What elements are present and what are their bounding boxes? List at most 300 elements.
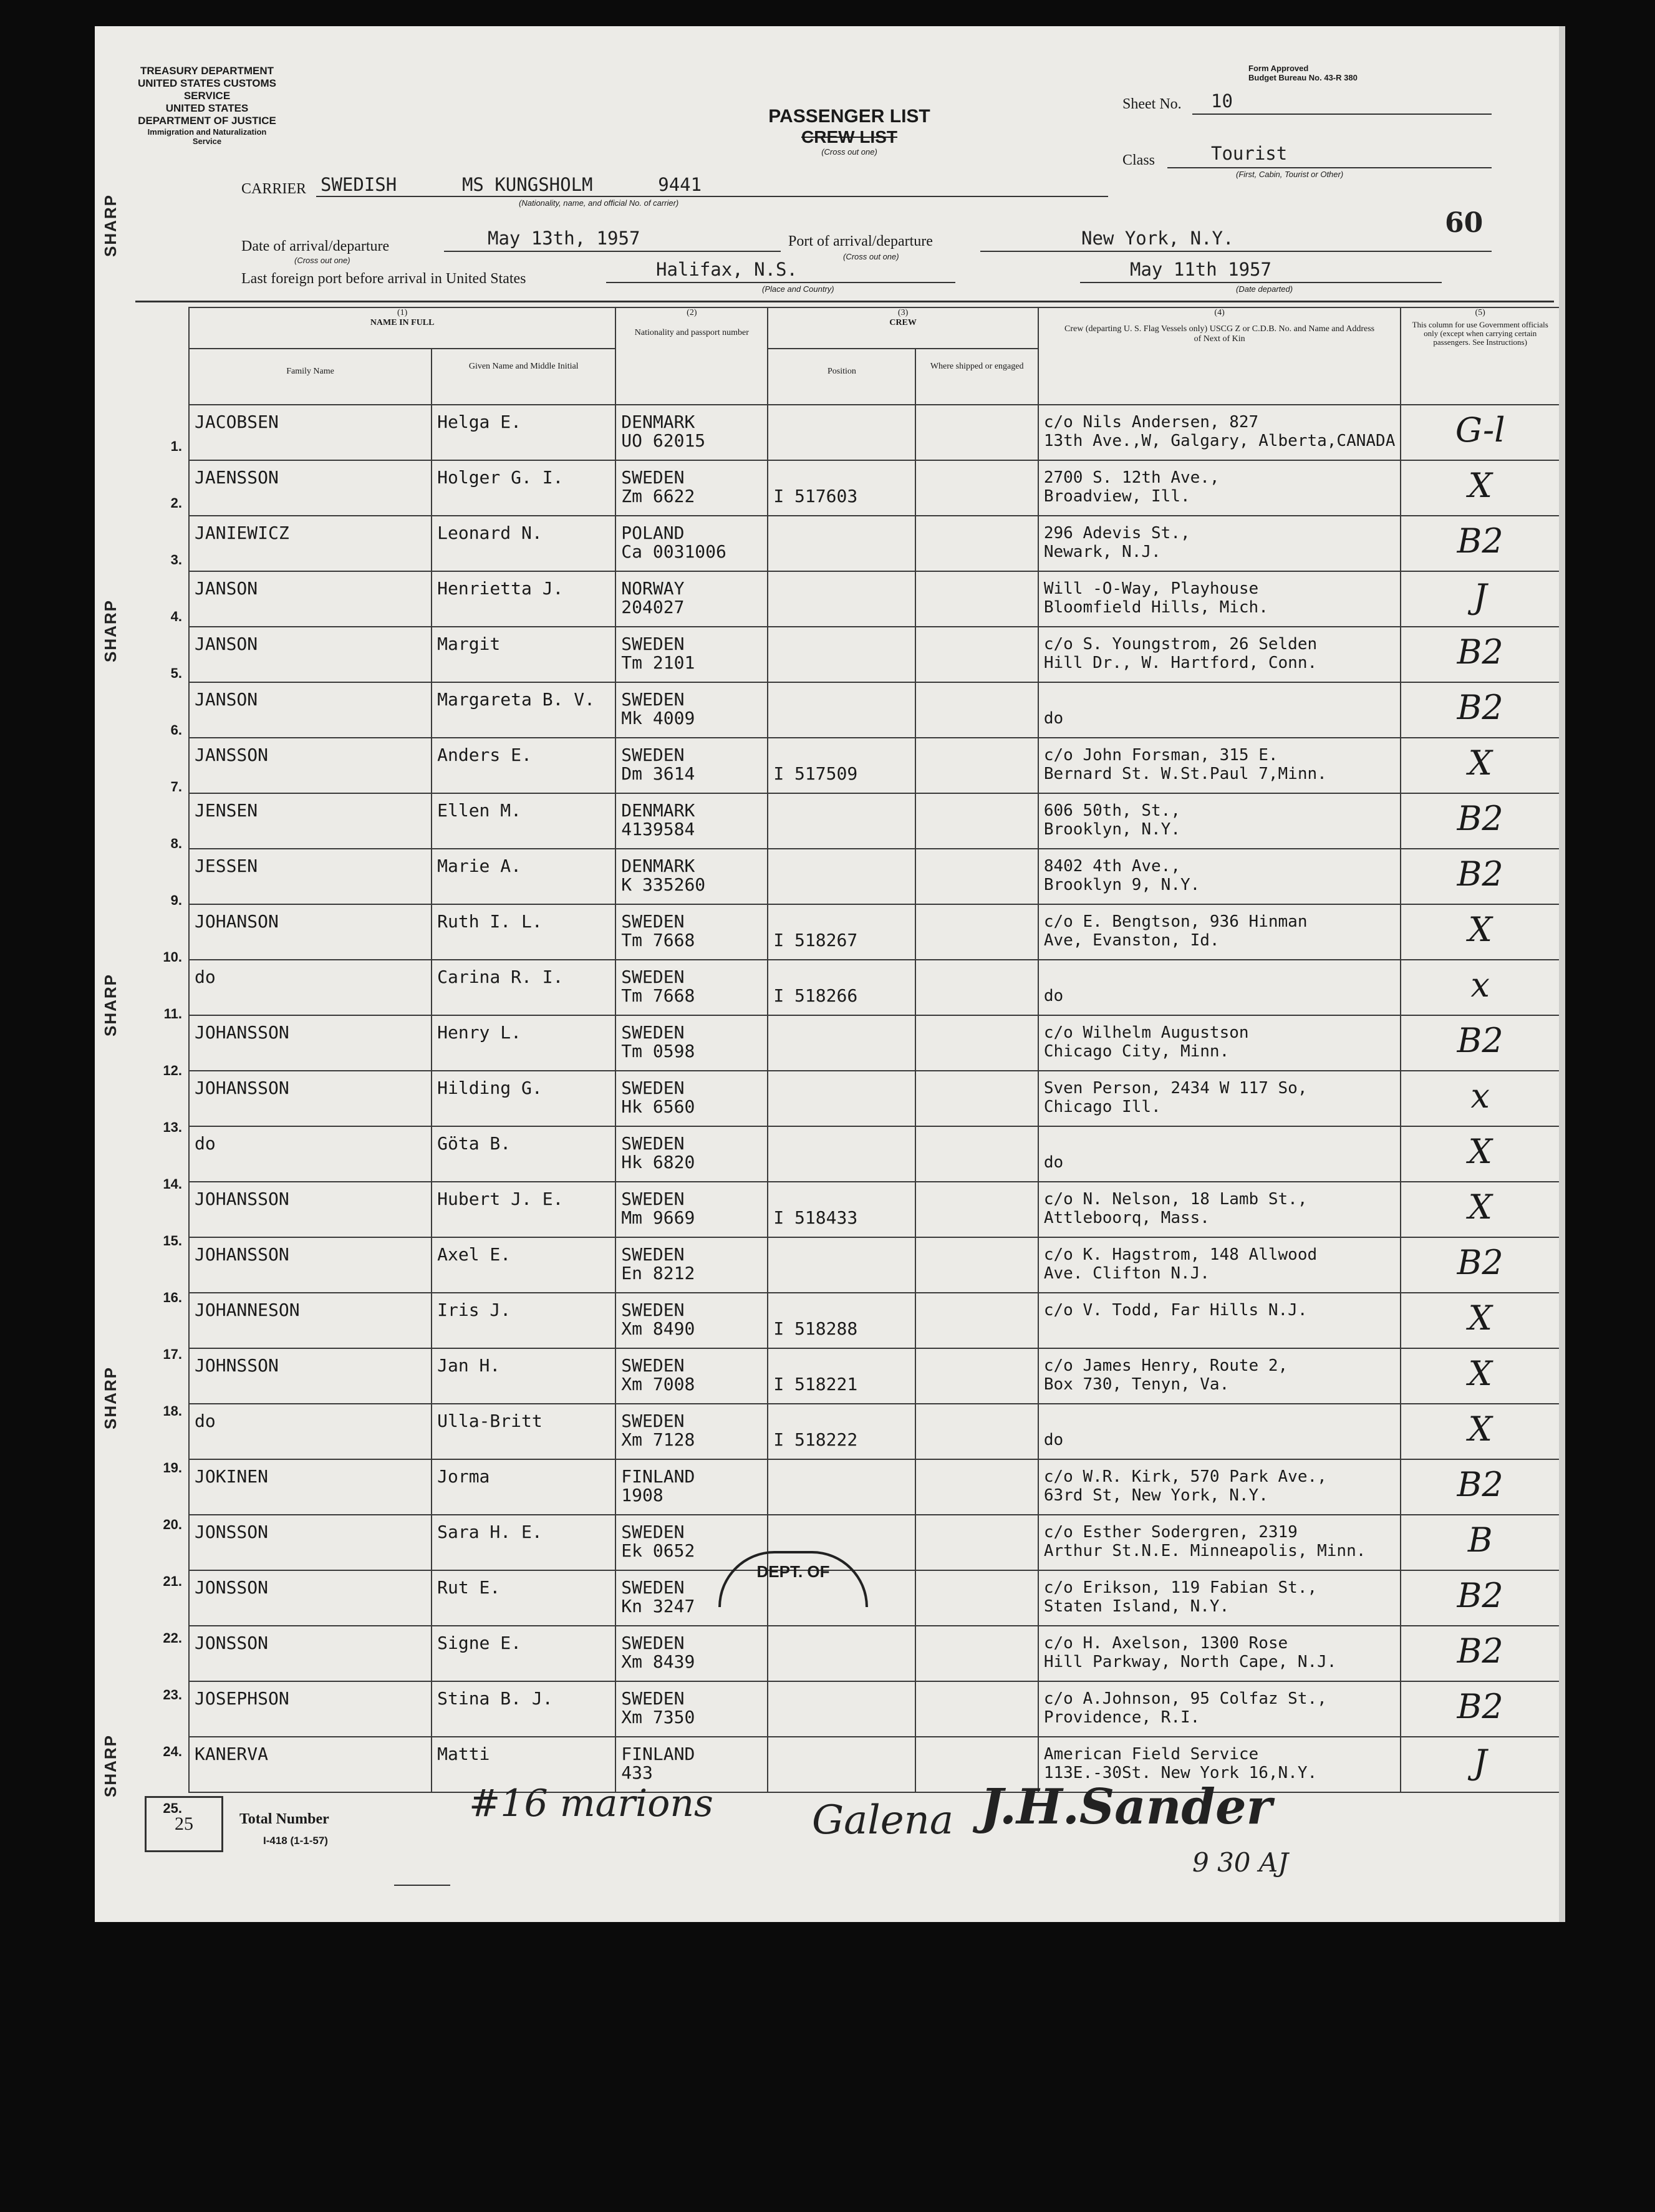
where-shipped-cell [916,960,1037,968]
table-row [189,1348,1560,1404]
table-row [189,904,1560,960]
official-mark-cell-wrap [1401,1293,1560,1348]
sheet-number: 10 [1211,90,1233,112]
sheet-label: Sheet No. [1122,96,1182,112]
given-name-cell: Ruth I. L. [437,911,543,931]
given-name-cell: Signe E. [437,1633,521,1653]
nationality-passport-cell: SWEDEN Xm 7008 [621,1355,695,1394]
family-name-cell-wrap [189,1348,432,1404]
nationality-passport-cell: FINLAND 433 [621,1744,695,1782]
address-cell-wrap [1038,682,1401,738]
address-cell: c/o V. Todd, Far Hills N.J. [1043,1301,1308,1320]
row-number: 5. [170,665,182,681]
crew-position-cell: I 518267 [773,930,858,950]
crew-position-cell-wrap [768,460,915,516]
where-shipped-cell [916,1016,1037,1023]
crew-position-cell-wrap [768,1459,915,1515]
form-title [756,106,943,157]
family-name-cell: JACOBSEN [195,412,279,432]
margin-sharp-label: SHARP [101,1734,120,1797]
given-name-cell-wrap [432,1126,615,1182]
row-number: 11. [163,1006,182,1021]
given-name-cell: Stina B. J. [437,1688,553,1708]
nationality-passport-cell-wrap [615,1015,768,1071]
nationality-passport-cell: SWEDEN Kn 3247 [621,1577,695,1616]
family-name-cell-wrap [189,1015,432,1071]
address-cell: c/o Wilhelm Augustson Chicago City, Minn. [1043,1023,1249,1061]
stamp-text: DEPT. OF [756,1562,830,1581]
where-shipped-cell-wrap [915,1182,1038,1237]
nationality-passport-cell: SWEDEN Xm 8439 [621,1633,695,1671]
official-mark-cell: X [1468,466,1492,505]
where-shipped-header: Where shipped or engaged [915,349,1038,405]
where-shipped-cell [916,1293,1037,1301]
crew-position-cell-wrap [768,516,915,571]
where-shipped-cell-wrap [915,460,1038,516]
crew-position-cell-wrap [768,738,915,793]
cross-out-note: (Cross out one) [821,147,877,157]
class-value: Tourist [1211,143,1288,164]
crew-position-cell-wrap [768,1182,915,1237]
official-mark-cell: B2 [1457,1576,1503,1615]
given-name-cell: Hilding G. [437,1078,543,1098]
given-name-cell-wrap [432,1459,615,1515]
crew-position-cell [768,849,915,876]
table-row [189,1126,1560,1182]
family-name-header: Family Name [189,349,432,405]
address-cell-wrap [1038,904,1401,960]
address-cell: Sven Person, 2434 W 117 So, Chicago Ill. [1043,1079,1308,1116]
given-name-cell-wrap [432,1071,615,1126]
where-shipped-cell [916,1682,1037,1689]
family-name-cell-wrap [189,682,432,738]
where-shipped-cell [916,1071,1037,1079]
where-shipped-cell [916,1404,1037,1412]
col1-header: (1) NAME IN FULL [189,307,615,349]
given-name-cell-wrap [432,793,615,849]
given-name-cell: Axel E. [437,1244,511,1264]
crew-position-cell-wrap [768,1015,915,1071]
nationality-passport-cell-wrap [615,1459,768,1515]
address-cell-wrap [1038,1182,1401,1237]
given-name-cell: Sara H. E. [437,1522,543,1542]
family-name-cell-wrap [189,1459,432,1515]
given-name-cell: Margareta B. V. [437,689,595,709]
nationality-passport-cell-wrap [615,1071,768,1126]
crew-position-cell [768,516,915,543]
crew-position-cell-wrap [768,1293,915,1348]
row-number: 1. [170,438,182,454]
address-cell: c/o A.Johnson, 95 Colfaz St., Providence, R.I. [1043,1689,1327,1727]
official-mark-cell: B2 [1457,521,1503,561]
date-departed-value: May 11th 1957 [1130,259,1271,280]
arrival-cross-note: (Cross out one) [294,256,350,265]
address-cell: 2700 S. 12th Ave., Broadview, Ill. [1043,468,1220,506]
where-shipped-cell [916,1626,1037,1634]
where-shipped-cell-wrap [915,1681,1038,1737]
crew-position-cell [768,1016,915,1042]
row-number: 3. [170,552,182,567]
given-name-cell: Margit [437,634,501,654]
address-cell: do [1043,987,1064,1005]
arrival-date-value: May 13th, 1957 [488,228,640,249]
crew-position-cell-wrap [768,571,915,627]
crew-position-cell-wrap [768,849,915,904]
table-row [189,627,1560,682]
where-shipped-cell [916,627,1037,635]
family-name-cell: JOHNSSON [195,1355,279,1375]
crew-position-cell-wrap [768,1626,915,1681]
nationality-passport-cell-wrap [615,1293,768,1348]
given-name-cell: Iris J. [437,1300,511,1320]
given-name-cell: Jan H. [437,1355,501,1375]
official-mark-cell-wrap [1401,1515,1560,1570]
col5-header: (5) This column for use Government officials only (except when carrying certain passengers. See Instructions) [1401,307,1560,405]
nationality-passport-cell: POLAND Ca 0031006 [621,523,726,561]
crew-position-cell: I 518221 [773,1374,858,1394]
official-mark-cell-wrap [1401,849,1560,904]
table-row [189,1182,1560,1237]
given-name-cell-wrap [432,405,615,460]
given-name-cell: Göta B. [437,1133,511,1153]
address-cell-wrap [1038,1459,1401,1515]
crew-position-cell [768,1737,915,1764]
where-shipped-cell-wrap [915,516,1038,571]
class-note: (First, Cabin, Tourist or Other) [1236,170,1344,179]
where-shipped-cell [916,1737,1037,1745]
col3-header: (3) CREW [768,307,1038,349]
given-name-cell: Ulla-Britt [437,1411,543,1431]
address-cell: c/o W.R. Kirk, 570 Park Ave., 63rd St, New York, N.Y. [1043,1467,1327,1505]
address-cell-wrap [1038,627,1401,682]
family-name-cell-wrap [189,1570,432,1626]
official-mark-cell-wrap [1401,960,1560,1015]
address-cell-wrap [1038,793,1401,849]
page-hand-number: 60 [1445,207,1484,239]
crew-position-cell-wrap [768,627,915,682]
nationality-passport-cell-wrap [615,738,768,793]
form-approved [1248,64,1358,82]
position-header: Position [768,349,915,405]
family-name-cell-wrap [189,405,432,460]
crew-position-cell [768,627,915,654]
nationality-passport-cell-wrap [615,849,768,904]
address-cell-wrap [1038,1126,1401,1182]
nationality-passport-cell-wrap [615,682,768,738]
where-shipped-cell-wrap [915,571,1038,627]
given-name-cell-wrap [432,1515,615,1570]
where-shipped-cell-wrap [915,1237,1038,1293]
table-row [189,1626,1560,1681]
where-shipped-cell-wrap [915,1348,1038,1404]
table-row [189,960,1560,1015]
table-row [189,1515,1560,1570]
family-name-cell: JOHANSSON [195,1078,289,1098]
official-mark-cell: J [1473,577,1487,616]
address-cell-wrap [1038,405,1401,460]
family-name-cell-wrap [189,1626,432,1681]
given-name-cell-wrap [432,960,615,1015]
given-name-cell: Marie A. [437,856,521,876]
family-name-cell-wrap [189,1404,432,1459]
address-cell-wrap [1038,1071,1401,1126]
nationality-passport-cell-wrap [615,460,768,516]
family-name-cell-wrap [189,571,432,627]
dept-line: UNITED STATES CUSTOMS SERVICE [138,77,276,102]
given-name-cell: Leonard N. [437,523,543,543]
where-shipped-cell [916,1238,1037,1245]
table-row [189,793,1560,849]
table-row [189,1015,1560,1071]
nationality-passport-cell-wrap [615,405,768,460]
address-cell: do [1043,1153,1064,1172]
nationality-passport-cell-wrap [615,904,768,960]
where-shipped-cell [916,1571,1037,1578]
row-number: 24. [163,1744,182,1759]
table-row [189,571,1560,627]
family-name-cell-wrap [189,627,432,682]
official-mark-cell: X [1468,1187,1492,1227]
crew-position-cell-wrap [768,1348,915,1404]
family-name-cell: JAENSSON [195,467,279,487]
where-shipped-cell-wrap [915,627,1038,682]
address-cell-wrap [1038,1237,1401,1293]
where-shipped-cell [916,1349,1037,1356]
family-name-cell: JONSSON [195,1633,269,1653]
nationality-passport-cell-wrap [615,1626,768,1681]
given-name-cell-wrap [432,904,615,960]
given-name-cell-wrap [432,738,615,793]
table-row [189,738,1560,793]
official-mark-cell: B2 [1457,632,1503,672]
address-cell: do [1043,709,1064,728]
address-cell: c/o Esther Sodergren, 2319 Arthur St.N.E. Minneapolis, Minn. [1043,1523,1366,1560]
address-cell: c/o N. Nelson, 18 Lamb St., Attleboorq, Mass. [1043,1190,1308,1227]
last-port-note: (Place and Country) [762,284,834,294]
port-value: New York, N.Y. [1081,228,1234,249]
carrier-value: SWEDISH MS KUNGSHOLM 9441 [321,174,702,195]
row-number: 7. [170,779,182,794]
family-name-cell: JOHANSSON [195,1244,289,1264]
official-mark-cell-wrap [1401,904,1560,960]
address-cell: c/o Erikson, 119 Fabian St., Staten Island, N.Y. [1043,1578,1318,1616]
row-number: 12. [163,1063,182,1078]
row-number: 18. [163,1403,182,1419]
margin-sharp-label: SHARP [101,1366,120,1429]
official-mark-cell-wrap [1401,682,1560,738]
official-mark-cell-wrap [1401,405,1560,460]
where-shipped-cell-wrap [915,405,1038,460]
official-mark-cell-wrap [1401,1348,1560,1404]
official-mark-cell-wrap [1401,1015,1560,1071]
address-cell-wrap [1038,1293,1401,1348]
crew-position-cell-wrap [768,1404,915,1459]
address-cell: c/o S. Youngstrom, 26 Selden Hill Dr., W. Hartford, Conn. [1043,635,1318,672]
row-number: 8. [170,836,182,851]
official-mark-cell: B2 [1457,1465,1503,1504]
nationality-passport-cell: SWEDEN Zm 6622 [621,467,695,506]
table-row [189,1237,1560,1293]
row-number: 9. [170,892,182,908]
passenger-table [188,307,1560,1793]
row-number: 17. [163,1346,182,1362]
table-row [189,1681,1560,1737]
row-number: 25. [163,1800,182,1816]
official-mark-cell: X [1468,1132,1492,1171]
given-name-cell-wrap [432,1182,615,1237]
nationality-passport-cell-wrap [615,516,768,571]
address-cell-wrap [1038,849,1401,904]
where-shipped-cell [916,1460,1037,1467]
row-number: 6. [170,722,182,738]
table-row [189,1293,1560,1348]
table-row [189,1404,1560,1459]
nationality-passport-cell: SWEDEN Tm 2101 [621,634,695,672]
given-name-cell-wrap [432,627,615,682]
nationality-passport-cell: SWEDEN Dm 3614 [621,745,695,783]
crew-position-cell [768,1071,915,1098]
given-name-cell: Henry L. [437,1022,521,1042]
family-name-cell-wrap [189,738,432,793]
nationality-passport-cell: SWEDEN Hk 6820 [621,1133,695,1172]
where-shipped-cell-wrap [915,1126,1038,1182]
port-label: Port of arrival/departure [788,233,933,249]
crew-position-cell [768,1682,915,1708]
nationality-passport-cell: SWEDEN Hk 6560 [621,1078,695,1116]
carrier-label: CARRIER [241,181,307,197]
row-number: 15. [163,1233,182,1248]
address-cell: c/o John Forsman, 315 E. Bernard St. W.St.Paul 7,Minn. [1043,746,1327,783]
signature-sander: J.H.Sander [980,1779,1272,1835]
crew-position-cell: I 518288 [773,1318,858,1338]
address-cell-wrap [1038,738,1401,793]
crew-position-cell-wrap [768,793,915,849]
family-name-cell: JOHANSSON [195,1022,289,1042]
time-note: 9 30 AJ [1192,1847,1289,1878]
official-mark-cell-wrap [1401,460,1560,516]
official-mark-cell: B2 [1457,854,1503,894]
family-name-cell-wrap [189,1182,432,1237]
crew-position-cell-wrap [768,682,915,738]
given-name-cell-wrap [432,1570,615,1626]
where-shipped-cell [916,683,1037,690]
where-shipped-cell [916,1182,1037,1190]
address-cell: 606 50th, St., Brooklyn, N.Y. [1043,801,1180,839]
given-name-cell-wrap [432,460,615,516]
given-name-cell-wrap [432,571,615,627]
given-name-cell-wrap [432,516,615,571]
where-shipped-cell [916,516,1037,524]
address-cell-wrap [1038,1570,1401,1626]
where-shipped-cell [916,572,1037,579]
address-cell-wrap [1038,1015,1401,1071]
where-shipped-cell-wrap [915,1570,1038,1626]
crew-position-cell-wrap [768,1071,915,1126]
family-name-cell: JOKINEN [195,1466,269,1486]
carrier-note: (Nationality, name, and official No. of carrier) [519,198,679,208]
where-shipped-cell-wrap [915,738,1038,793]
family-name-cell-wrap [189,1071,432,1126]
row-number: 2. [170,495,182,511]
where-shipped-cell-wrap [915,1626,1038,1681]
given-name-cell: Helga E. [437,412,521,432]
family-name-cell: JONSSON [195,1522,269,1542]
given-name-cell: Matti [437,1744,490,1764]
family-name-cell: JENSEN [195,800,258,820]
family-name-cell-wrap [189,460,432,516]
family-name-cell: JANIEWICZ [195,523,289,543]
where-shipped-cell [916,794,1037,801]
nationality-passport-cell: SWEDEN Ek 0652 [621,1522,695,1560]
family-name-cell: do [195,1411,216,1431]
nationality-passport-cell: NORWAY 204027 [621,578,685,617]
family-name-cell-wrap [189,1737,432,1792]
official-mark-cell: G-l [1455,410,1505,450]
where-shipped-cell-wrap [915,682,1038,738]
official-mark-cell: X [1468,1409,1492,1449]
official-mark-cell: X [1468,1354,1492,1393]
nationality-passport-cell: DENMARK UO 62015 [621,412,706,450]
official-mark-cell: B2 [1457,1021,1503,1060]
crew-position-cell [768,794,915,820]
address-cell: c/o E. Bengtson, 936 Hinman Ave, Evanston, Id. [1043,912,1308,950]
address-cell-wrap [1038,571,1401,627]
official-mark-cell-wrap [1401,1126,1560,1182]
family-name-cell-wrap [189,849,432,904]
official-mark-cell-wrap [1401,1459,1560,1515]
family-name-cell-wrap [189,516,432,571]
row-number: 22. [163,1630,182,1646]
nationality-passport-cell-wrap [615,960,768,1015]
table-row [189,682,1560,738]
row-number: 10. [163,949,182,965]
nationality-passport-cell-wrap [615,1404,768,1459]
family-name-cell: do [195,1133,216,1153]
crew-position-cell-wrap [768,1126,915,1182]
last-port-label: Last foreign port before arrival in United States [241,271,526,287]
address-cell: 296 Adevis St., Newark, N.J. [1043,524,1190,561]
official-mark-cell: X [1468,910,1492,949]
crew-position-cell-wrap [768,1737,915,1792]
family-name-cell: JESSEN [195,856,258,876]
official-mark-cell: B [1467,1520,1493,1560]
nationality-passport-cell-wrap [615,1681,768,1737]
date-departed-note: (Date departed) [1236,284,1293,294]
family-name-cell: JOHANNESON [195,1300,300,1320]
margin-sharp-label: SHARP [101,599,120,662]
address-cell: Will -O-Way, Playhouse Bloomfield Hills, Mich. [1043,579,1268,617]
title-passenger-list: PASSENGER LIST [768,106,930,127]
table-row [189,1737,1560,1792]
official-mark-cell-wrap [1401,1182,1560,1237]
form-code: I-418 (1-1-57) [263,1835,328,1847]
official-mark-cell: B2 [1457,1243,1503,1282]
crew-position-cell-wrap [768,960,915,1015]
col2-header: (2) Nationality and passport number [615,307,768,405]
given-name-cell: Holger G. I. [437,467,564,487]
nationality-passport-cell-wrap [615,627,768,682]
official-mark-cell-wrap [1401,1626,1560,1681]
where-shipped-cell-wrap [915,960,1038,1015]
address-cell: c/o K. Hagstrom, 148 Allwood Ave. Clifton N.J. [1043,1245,1318,1283]
address-cell: do [1043,1431,1064,1449]
official-mark-cell: B2 [1457,1631,1503,1671]
official-mark-cell-wrap [1401,571,1560,627]
crew-position-cell-wrap [768,904,915,960]
official-mark-cell-wrap [1401,627,1560,682]
nationality-passport-cell-wrap [615,1126,768,1182]
official-mark-cell: B2 [1457,1687,1503,1726]
